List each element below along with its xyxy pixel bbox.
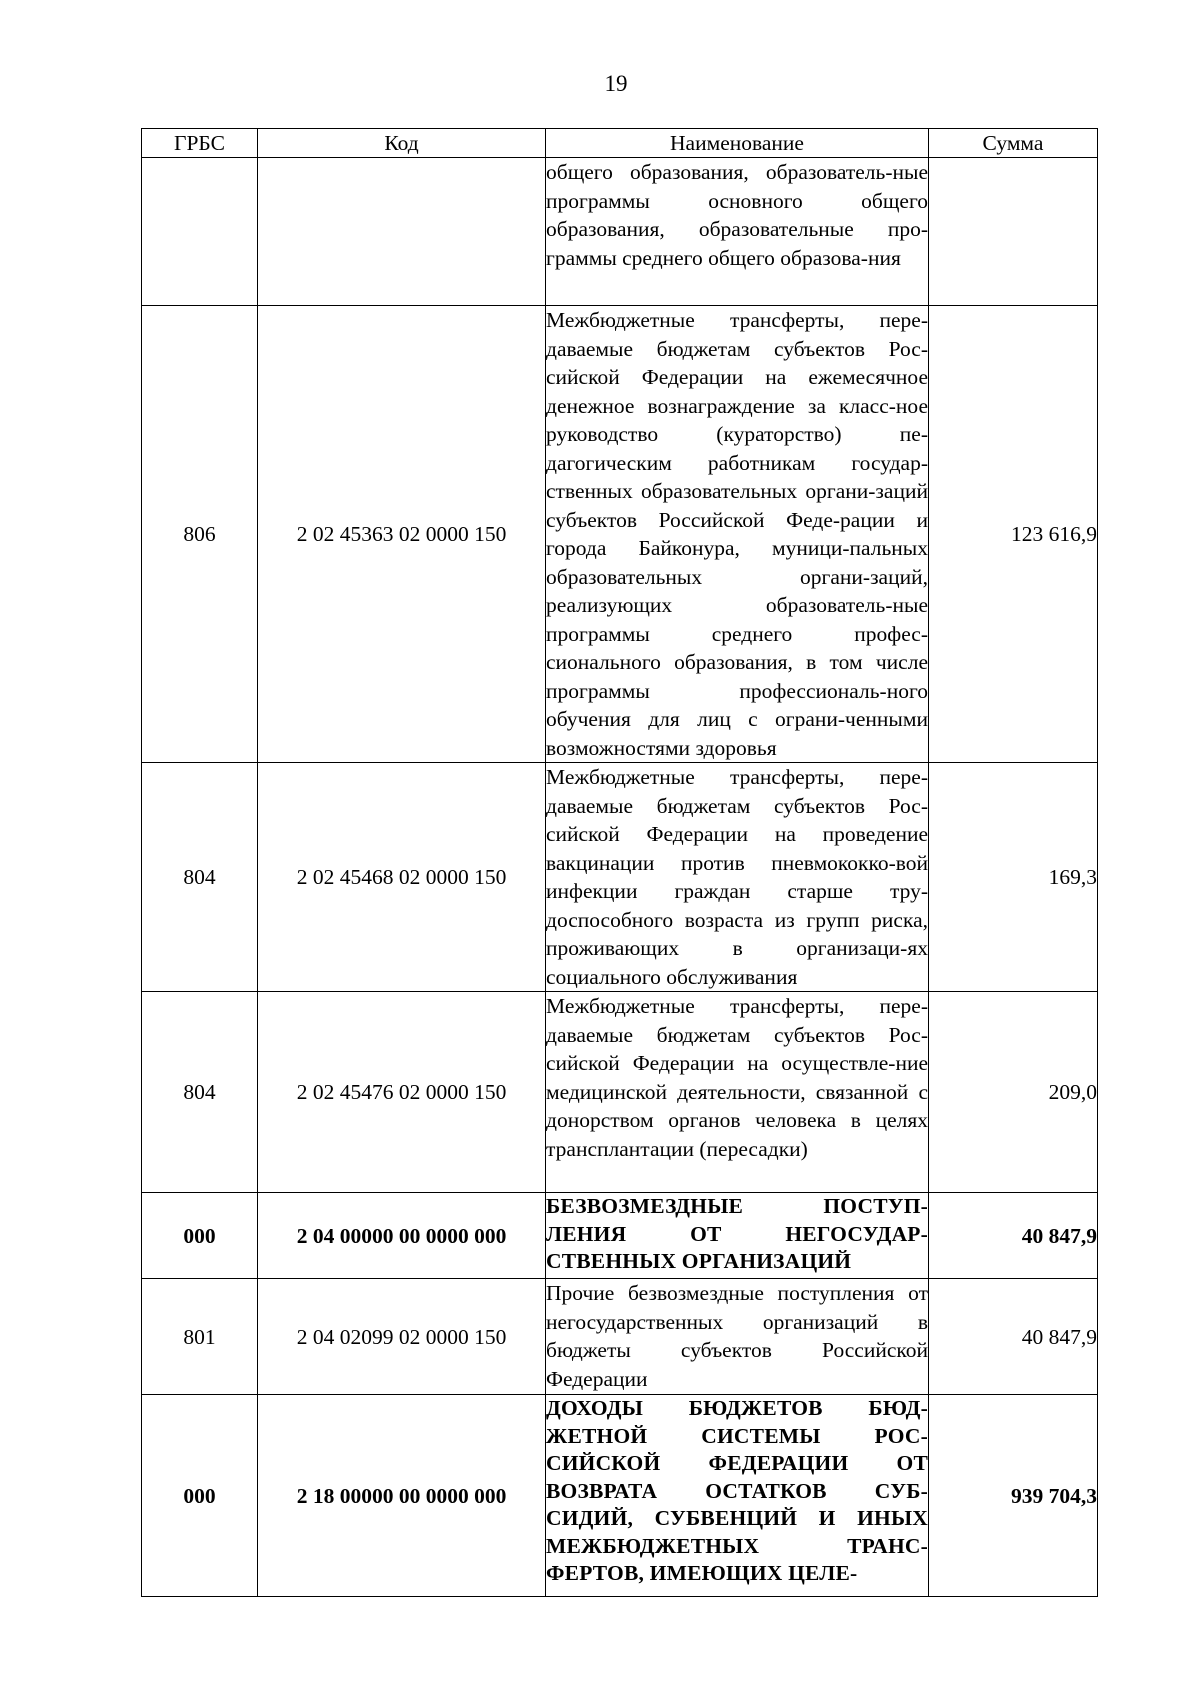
grbs-cell: 801 [142,1279,258,1395]
code-cell: 2 02 45476 02 0000 150 [258,992,546,1193]
header-name: Наименование [546,129,929,158]
table-row [142,158,1098,306]
sum-cell: 209,0 [929,992,1098,1193]
table-row-total [142,1193,1098,1279]
sum-cell [929,158,1098,306]
name-cell: Межбюджетные трансферты, пере-даваемые бюджетам субъектов Рос-сийской Федерации на осуществле-ние медицинской деятельности, связанной с донорством органов человека в целях трансплантации (пересадки) [546,992,929,1193]
table-header-row [142,129,1098,158]
table-row [142,763,1098,992]
grbs-cell: 000 [142,1193,258,1279]
code-cell: 2 04 00000 00 0000 000 [258,1193,546,1279]
grbs-cell [142,158,258,306]
code-cell: 2 04 02099 02 0000 150 [258,1279,546,1395]
code-cell: 2 18 00000 00 0000 000 [258,1395,546,1597]
header-grbs: ГРБС [142,129,258,158]
header-sum: Сумма [929,129,1098,158]
grbs-cell: 806 [142,306,258,763]
sum-cell: 939 704,3 [929,1395,1098,1597]
table-row [142,992,1098,1193]
budget-table [141,128,1098,1597]
name-cell: общего образования, образователь-ные программы основного общего образования, образовательные про-граммы среднего общего образова-ния [546,158,929,306]
code-cell: 2 02 45468 02 0000 150 [258,763,546,992]
grbs-cell: 804 [142,763,258,992]
code-cell [258,158,546,306]
grbs-cell: 000 [142,1395,258,1597]
name-cell: Межбюджетные трансферты, пере-даваемые бюджетам субъектов Рос-сийской Федерации на проведение вакцинации против пневмококко-вой инфекции граждан старше тру-доспособного возраста из групп риска, проживающих в организаци-ях социального обслуживания [546,763,929,992]
code-cell: 2 02 45363 02 0000 150 [258,306,546,763]
sum-cell: 40 847,9 [929,1193,1098,1279]
sum-cell: 123 616,9 [929,306,1098,763]
header-code: Код [258,129,546,158]
table-row [142,306,1098,763]
name-cell: ДОХОДЫ БЮДЖЕТОВ БЮД-ЖЕТНОЙ СИСТЕМЫ РОС-СИЙСКОЙ ФЕДЕРАЦИИ ОТ ВОЗВРАТА ОСТАТКОВ СУБ-СИДИЙ, СУБВЕНЦИЙ И ИНЫХ МЕЖБЮДЖЕТНЫХ ТРАНС-ФЕРТОВ, ИМЕЮЩИХ ЦЕЛЕ- [546,1395,929,1597]
table-row [142,1279,1098,1395]
name-cell: Межбюджетные трансферты, пере-даваемые бюджетам субъектов Рос-сийской Федерации на ежемесячное денежное вознаграждение за класс-ное руководство (кураторство) пе-дагогическим работникам государ-ственных образовательных органи-заций субъектов Российской Феде-рации и города Байконура, муници-пальных образовательных органи-заций, реализующих образователь-ные программы среднего профес-сионального образования, в том числе программы профессиональ-ного обучения для лиц с ограни-ченными возможностями здоровья [546,306,929,763]
page-number: 19 [604,71,628,96]
sum-cell: 169,3 [929,763,1098,992]
name-cell: Прочие безвозмездные поступления от негосударственных организаций в бюджеты субъектов Российской Федерации [546,1279,929,1395]
sum-cell: 40 847,9 [929,1279,1098,1395]
grbs-cell: 804 [142,992,258,1193]
name-cell: БЕЗВОЗМЕЗДНЫЕ ПОСТУП-ЛЕНИЯ ОТ НЕГОСУДАР-СТВЕННЫХ ОРГАНИЗАЦИЙ [546,1193,929,1279]
table-row-total [142,1395,1098,1597]
